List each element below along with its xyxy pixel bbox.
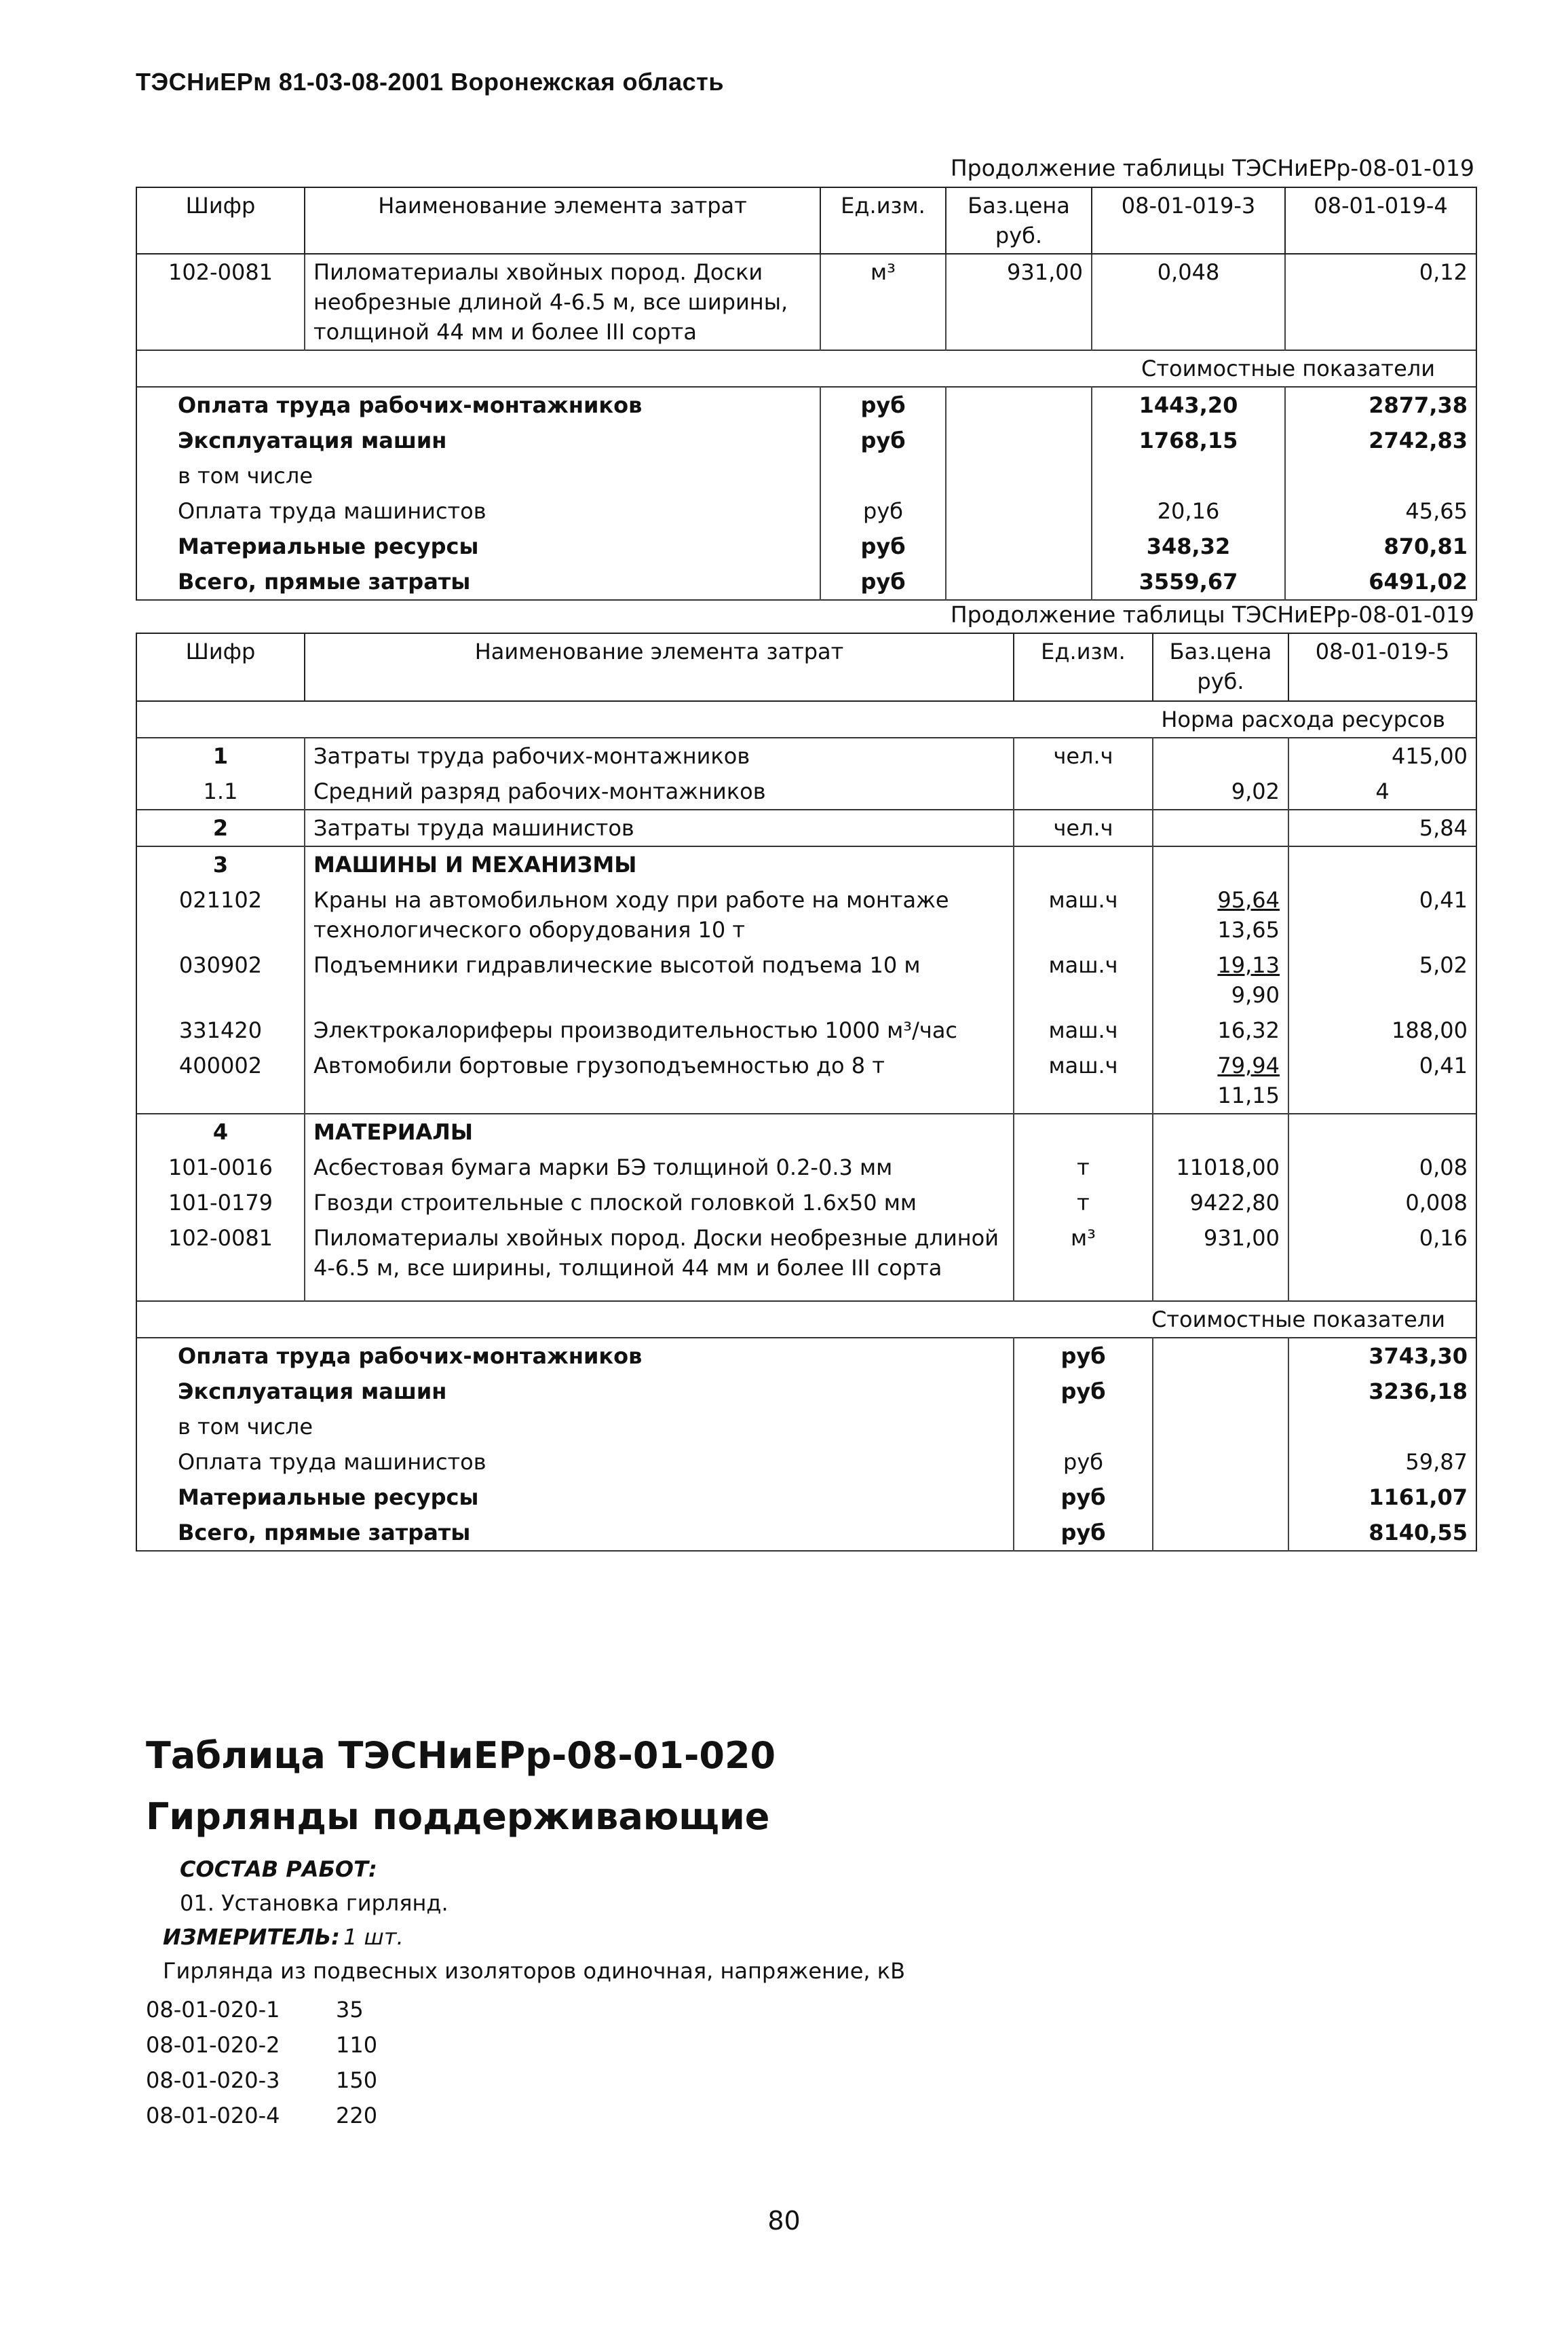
- cost-unit: руб: [1014, 1515, 1153, 1551]
- cost-empty: [1153, 1515, 1288, 1551]
- row-empty: [1153, 846, 1288, 882]
- cost-empty: [946, 529, 1092, 564]
- cost-value-a: 348,32: [1092, 529, 1285, 564]
- row-code: 331420: [136, 1013, 305, 1048]
- row-name: Асбестовая бумага марки БЭ толщиной 0.2-0.3 мм: [305, 1150, 1014, 1185]
- cost-label: Оплата труда рабочих-монтажников: [136, 1338, 1014, 1374]
- price-line: 79,94: [1217, 1053, 1280, 1078]
- cost-value-b: 2742,83: [1285, 423, 1476, 458]
- row-name: Электрокалориферы производительностью 1000 м³/час: [305, 1013, 1014, 1048]
- col-price-line2: руб.: [995, 223, 1043, 248]
- table-row: [136, 774, 1476, 810]
- row-code: 2: [136, 810, 305, 846]
- list-item: [146, 2027, 377, 2063]
- cost-unit: [820, 458, 946, 493]
- table2: [136, 633, 1477, 1552]
- row-empty: [1014, 846, 1153, 882]
- cost-row: [136, 1374, 1476, 1409]
- col-price-header: [1153, 633, 1288, 701]
- table1-header-row: [136, 187, 1476, 254]
- table-row: [136, 810, 1476, 846]
- cost-value-a: [1092, 458, 1285, 493]
- item-code: 08-01-020-2: [146, 2032, 280, 2058]
- row-value: 415,00: [1288, 738, 1476, 774]
- norm-header: Норма расхода ресурсов: [136, 701, 1476, 738]
- row-code: 101-0179: [136, 1185, 305, 1220]
- row-price: [1153, 947, 1288, 1013]
- row-empty: [1014, 1114, 1153, 1150]
- row-name-line: технологического оборудования 10 т: [313, 917, 746, 943]
- cost-value-b: 45,65: [1285, 493, 1476, 529]
- row-empty: [1288, 846, 1476, 882]
- table-row: [136, 882, 1476, 947]
- row-price: [1153, 738, 1288, 774]
- table1: [136, 187, 1477, 601]
- col-price-line1: Баз.цена: [1169, 639, 1272, 664]
- meter-label: ИЗМЕРИТЕЛЬ:: [163, 1924, 340, 1950]
- cost-value-b: 870,81: [1285, 529, 1476, 564]
- row-unit: т: [1014, 1150, 1153, 1185]
- row-unit: чел.ч: [1014, 738, 1153, 774]
- row-value: 4: [1288, 774, 1476, 810]
- table1-continuation: Продолжение таблицы ТЭСНиЕРр-08-01-019: [950, 155, 1474, 181]
- row-unit: т: [1014, 1185, 1153, 1220]
- row-value: 188,00: [1288, 1013, 1476, 1048]
- row-unit: маш.ч: [1014, 1013, 1153, 1048]
- row-price: [1153, 882, 1288, 947]
- cost-unit: руб: [1014, 1374, 1153, 1409]
- cost-row: [136, 423, 1476, 458]
- cost-label: Материальные ресурсы: [136, 1480, 1014, 1515]
- cost-row: [136, 529, 1476, 564]
- cost-unit: руб: [1014, 1480, 1153, 1515]
- item-code: 08-01-020-4: [146, 2103, 280, 2128]
- cost-label: Всего, прямые затраты: [136, 1515, 1014, 1551]
- section-subtitle: Гирлянды поддерживающие: [146, 1795, 770, 1838]
- cost-value-a: 1443,20: [1092, 387, 1285, 423]
- cost-empty: [1153, 1409, 1288, 1444]
- cost-row: [136, 458, 1476, 493]
- cost-label: в том числе: [136, 1409, 1014, 1444]
- col-code-header: Шифр: [136, 633, 305, 701]
- row-value: 0,41: [1288, 1048, 1476, 1114]
- row-name: Гвозди строительные с плоской головкой 1.6х50 мм: [305, 1185, 1014, 1220]
- cost-label: Эксплуатация машин: [136, 423, 820, 458]
- item-value: 220: [336, 2103, 378, 2128]
- row-name-line: Пиломатериалы хвойных пород. Доски: [313, 259, 763, 285]
- row-code: 1.1: [136, 774, 305, 810]
- row-name-line: Краны на автомобильном ходу при работе на монтаже: [313, 887, 949, 913]
- row-code: 102-0081: [136, 254, 305, 350]
- cost-unit: [1014, 1409, 1153, 1444]
- cost-unit: руб: [820, 564, 946, 600]
- cost-row: [136, 1444, 1476, 1480]
- work-label: СОСТАВ РАБОТ:: [180, 1856, 377, 1882]
- row-price: [1153, 1048, 1288, 1114]
- list-item: [146, 1992, 377, 2027]
- row-code: 4: [136, 1114, 305, 1150]
- list-item: [146, 2063, 377, 2098]
- cost-value-b: 2877,38: [1285, 387, 1476, 423]
- col-price-header: [946, 187, 1092, 254]
- cost-empty: [946, 564, 1092, 600]
- section-row: [136, 1114, 1476, 1150]
- row-name: [305, 1220, 1014, 1301]
- cost-row: [136, 1338, 1476, 1374]
- row-price: 9422,80: [1153, 1185, 1288, 1220]
- cost-value: 3743,30: [1288, 1338, 1476, 1374]
- col-code-header: Шифр: [136, 187, 305, 254]
- row-name: Затраты труда рабочих-монтажников: [305, 738, 1014, 774]
- row-code: 400002: [136, 1048, 305, 1114]
- cost-value: [1288, 1409, 1476, 1444]
- row-name: [305, 254, 820, 350]
- cost-empty: [1153, 1444, 1288, 1480]
- row-value: 5,02: [1288, 947, 1476, 1013]
- row-unit: м³: [820, 254, 946, 350]
- col-unit-header: Ед.изм.: [820, 187, 946, 254]
- cost-unit: руб: [820, 493, 946, 529]
- cost-empty: [1153, 1338, 1288, 1374]
- cost-label: в том числе: [136, 458, 820, 493]
- col-019-5-header: 08-01-019-5: [1288, 633, 1476, 701]
- row-value: 0,41: [1288, 882, 1476, 947]
- row-name: Автомобили бортовые грузоподъемностью до 8 т: [305, 1048, 1014, 1114]
- col-unit-header: Ед.изм.: [1014, 633, 1153, 701]
- row-unit: маш.ч: [1014, 882, 1153, 947]
- row-price: 11018,00: [1153, 1150, 1288, 1185]
- section-title: Таблица ТЭСНиЕРр-08-01-020: [146, 1734, 776, 1777]
- price-line: 11,15: [1217, 1083, 1280, 1108]
- cost-empty: [946, 423, 1092, 458]
- cost-row: [136, 564, 1476, 600]
- row-price: 931,00: [1153, 1220, 1288, 1301]
- table-row: [136, 1048, 1476, 1114]
- cost-row: [136, 1515, 1476, 1551]
- page-number: 80: [767, 2206, 801, 2236]
- cost-value: 8140,55: [1288, 1515, 1476, 1551]
- cost-value-b: [1285, 458, 1476, 493]
- cost-value-a: 20,16: [1092, 493, 1285, 529]
- cost-row: [136, 387, 1476, 423]
- cost-unit: руб: [1014, 1444, 1153, 1480]
- price-line: 19,13: [1217, 952, 1280, 978]
- cost-label: Всего, прямые затраты: [136, 564, 820, 600]
- row-price: 9,02: [1153, 774, 1288, 810]
- row-price: [1153, 810, 1288, 846]
- cost-row: [136, 1480, 1476, 1515]
- row-value: 0,008: [1288, 1185, 1476, 1220]
- row-name: Затраты труда машинистов: [305, 810, 1014, 846]
- price-line: 95,64: [1217, 887, 1280, 913]
- cost-label: Оплата труда рабочих-монтажников: [136, 387, 820, 423]
- cost-header-row: [136, 1301, 1476, 1338]
- col-019-3-header: 08-01-019-3: [1092, 187, 1285, 254]
- row-name-line: толщиной 44 мм и более III сорта: [313, 319, 697, 345]
- cost-value-a: 1768,15: [1092, 423, 1285, 458]
- cost-empty: [946, 387, 1092, 423]
- row-code: 101-0016: [136, 1150, 305, 1185]
- item-value: 110: [336, 2032, 378, 2058]
- row-unit: маш.ч: [1014, 1048, 1153, 1114]
- cost-unit: руб: [1014, 1338, 1153, 1374]
- section-row: [136, 846, 1476, 882]
- table-row: [136, 1220, 1476, 1301]
- section-title: МАШИНЫ И МЕХАНИЗМЫ: [305, 846, 1014, 882]
- table-row: [136, 1013, 1476, 1048]
- meter-value: 1 шт.: [343, 1924, 404, 1950]
- item-value: 150: [336, 2067, 378, 2093]
- price-line: 13,65: [1217, 917, 1280, 943]
- row-empty: [1288, 1114, 1476, 1150]
- row-code: 021102: [136, 882, 305, 947]
- cost-empty: [1153, 1374, 1288, 1409]
- row-name: Подъемники гидравлические высотой подъема 10 м: [305, 947, 1014, 1013]
- cost-header: Стоимостные показатели: [136, 1301, 1476, 1338]
- norm-header-row: [136, 701, 1476, 738]
- cost-unit: руб: [820, 423, 946, 458]
- col-name-header: Наименование элемента затрат: [305, 187, 820, 254]
- table-row: [136, 738, 1476, 774]
- row-name-line: необрезные длиной 4-6.5 м, все ширины,: [313, 289, 788, 315]
- row-name: [305, 882, 1014, 947]
- cost-unit: руб: [820, 387, 946, 423]
- list-item: [146, 2098, 377, 2133]
- row-name-line: 4-6.5 м, все ширины, толщиной 44 мм и более III сорта: [313, 1255, 942, 1281]
- row-price: 931,00: [946, 254, 1092, 350]
- item-code: 08-01-020-1: [146, 1997, 280, 2023]
- row-code: 1: [136, 738, 305, 774]
- row-unit: маш.ч: [1014, 947, 1153, 1013]
- row-value: 0,08: [1288, 1150, 1476, 1185]
- item-value: 35: [336, 1997, 364, 2023]
- row-unit: м³: [1014, 1220, 1153, 1301]
- row-code: 030902: [136, 947, 305, 1013]
- item-list: [146, 1992, 377, 2133]
- meter-line: [163, 1924, 404, 1950]
- table-row: [136, 1150, 1476, 1185]
- cost-row: [136, 493, 1476, 529]
- cost-value: 3236,18: [1288, 1374, 1476, 1409]
- row-code: 3: [136, 846, 305, 882]
- row-name: Средний разряд рабочих-монтажников: [305, 774, 1014, 810]
- cost-value: 59,87: [1288, 1444, 1476, 1480]
- cost-value: 1161,07: [1288, 1480, 1476, 1515]
- table2-header-row: [136, 633, 1476, 701]
- row-value: 5,84: [1288, 810, 1476, 846]
- row-code: 102-0081: [136, 1220, 305, 1301]
- cost-label: Эксплуатация машин: [136, 1374, 1014, 1409]
- cost-row: [136, 1409, 1476, 1444]
- row-empty: [1153, 1114, 1288, 1150]
- cost-label: Оплата труда машинистов: [136, 493, 820, 529]
- row-value: 0,16: [1288, 1220, 1476, 1301]
- col-019-4-header: 08-01-019-4: [1285, 187, 1476, 254]
- document-header: ТЭСНиЕРм 81-03-08-2001 Воронежская область: [136, 68, 724, 96]
- row-value-a: 0,048: [1092, 254, 1285, 350]
- cost-value-b: 6491,02: [1285, 564, 1476, 600]
- row-value-b: 0,12: [1285, 254, 1476, 350]
- cost-header: Стоимостные показатели: [136, 350, 1476, 387]
- row-price: 16,32: [1153, 1013, 1288, 1048]
- item-code: 08-01-020-3: [146, 2067, 280, 2093]
- table-row: [136, 947, 1476, 1013]
- table-row: [136, 1185, 1476, 1220]
- row-unit: [1014, 774, 1153, 810]
- cost-empty: [1153, 1480, 1288, 1515]
- cost-empty: [946, 458, 1092, 493]
- cost-label: Материальные ресурсы: [136, 529, 820, 564]
- row-name-line: Пиломатериалы хвойных пород. Доски необрезные длиной: [313, 1225, 999, 1251]
- section-title: МАТЕРИАЛЫ: [305, 1114, 1014, 1150]
- cost-value-a: 3559,67: [1092, 564, 1285, 600]
- table-row: [136, 254, 1476, 350]
- price-line: 9,90: [1231, 982, 1280, 1008]
- cost-label: Оплата труда машинистов: [136, 1444, 1014, 1480]
- cost-empty: [946, 493, 1092, 529]
- table2-continuation: Продолжение таблицы ТЭСНиЕРр-08-01-019: [950, 601, 1474, 628]
- col-price-line2: руб.: [1197, 669, 1244, 694]
- col-name-header: Наименование элемента затрат: [305, 633, 1014, 701]
- section-description: Гирлянда из подвесных изоляторов одиночная, напряжение, кВ: [163, 1958, 906, 1984]
- col-price-line1: Баз.цена: [968, 193, 1070, 219]
- work-item: 01. Установка гирлянд.: [180, 1890, 448, 1916]
- row-unit: чел.ч: [1014, 810, 1153, 846]
- cost-header-row: [136, 350, 1476, 387]
- cost-unit: руб: [820, 529, 946, 564]
